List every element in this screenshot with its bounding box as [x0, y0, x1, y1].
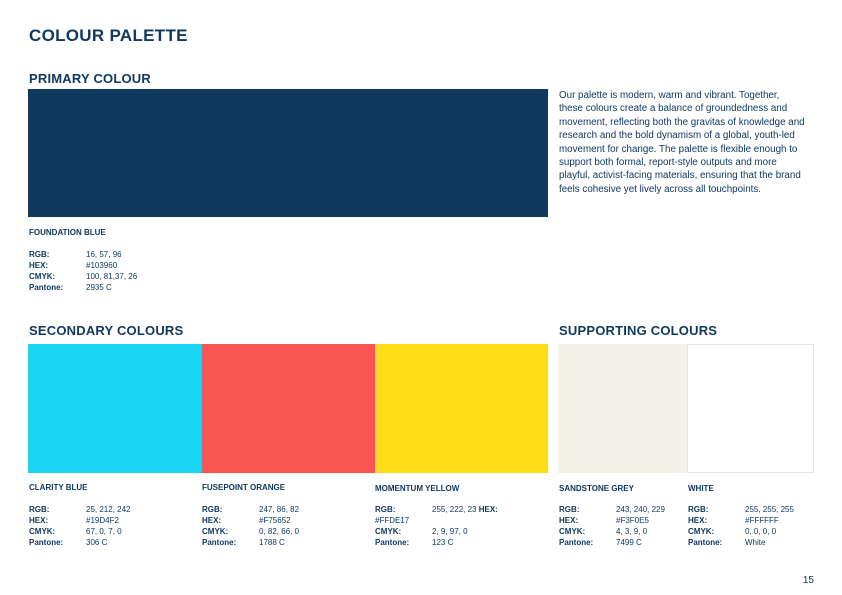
spec-value: #FFFFFF: [745, 516, 779, 525]
spec-value: #F3F0E5: [616, 516, 649, 525]
page-title: COLOUR PALETTE: [29, 26, 188, 45]
palette-description: Our palette is modern, warm and vibrant. Together, these colours create a balance of groundedness and movement, reflecting both the gravitas of knowledge and research and the bold dynamism of a global, youth-led movement for change. The palette is flexible enough to support both formal, report-style outputs and more playful, activist-facing materials, ensuring that the brand feels cohesive yet lively across all touchpoints.: [559, 90, 805, 195]
page-number: 15: [802, 575, 814, 586]
momentum-yellow-specs: [375, 504, 498, 548]
spec-row-cmyk: [688, 526, 794, 537]
clarity-blue-swatch: [28, 344, 202, 473]
spec-label: HEX:: [29, 516, 49, 525]
sandstone-grey-swatch: [558, 344, 687, 473]
spec-label: Pantone:: [375, 538, 410, 547]
spec-label: Pantone:: [559, 538, 594, 547]
spec-row-pantone: [29, 537, 130, 548]
spec-value: #103960: [86, 261, 118, 270]
spec-row-hex: [202, 515, 299, 526]
spec-label: CMYK:: [688, 527, 715, 536]
spec-value: 2, 9, 97, 0: [432, 527, 468, 536]
spec-row-pantone: [29, 282, 137, 293]
sandstone-grey-name: SANDSTONE GREY: [559, 484, 634, 493]
spec-value: 67, 0, 7, 0: [86, 527, 122, 536]
spec-row-cmyk: [202, 526, 299, 537]
momentum-yellow-name: MOMENTUM YELLOW: [375, 484, 460, 493]
spec-label: CMYK:: [29, 527, 56, 536]
spec-row-cmyk: [29, 526, 130, 537]
spec-value: 0, 0, 0, 0: [745, 527, 777, 536]
spec-label: RGB:: [688, 505, 709, 514]
foundation-blue-name: FOUNDATION BLUE: [29, 228, 106, 237]
spec-value: 25, 212, 242: [86, 505, 131, 514]
spec-value: 100, 81,37, 26: [86, 272, 138, 281]
clarity-blue-specs: [29, 504, 130, 548]
spec-row-rgb: [202, 504, 299, 515]
spec-label: Pantone:: [202, 538, 237, 547]
fusepoint-orange-swatch: [202, 344, 375, 473]
spec-label: CMYK:: [202, 527, 229, 536]
spec-label: HEX:: [202, 516, 222, 525]
spec-value: #19D4F2: [86, 516, 119, 525]
spec-value: White: [745, 538, 766, 547]
spec-label: CMYK:: [29, 272, 56, 281]
spec-label: HEX:: [29, 261, 49, 270]
spec-row-rgb: [375, 504, 498, 515]
white-swatch: [687, 344, 814, 473]
foundation-blue-swatch: [28, 89, 548, 217]
spec-value: #F75652: [259, 516, 291, 525]
spec-value: 255, 255, 255: [745, 505, 794, 514]
spec-label: CMYK:: [375, 527, 402, 536]
foundation-blue-specs: [29, 249, 137, 293]
spec-row-pantone: [375, 537, 498, 548]
spec-label: RGB:: [29, 250, 50, 259]
spec-value: 247, 86, 82: [259, 505, 300, 514]
spec-value: 2935 C: [86, 283, 112, 292]
spec-row-hex: [688, 515, 794, 526]
sandstone-grey-specs: [559, 504, 665, 548]
spec-value: 306 C: [86, 538, 108, 547]
spec-row-pantone: [202, 537, 299, 548]
spec-value: 1788 C: [259, 538, 285, 547]
secondary-colours-heading: SECONDARY COLOURS: [29, 323, 184, 338]
spec-value: #FFDE17: [375, 516, 410, 525]
spec-value: 0, 82, 66, 0: [259, 527, 300, 536]
spec-label: Pantone:: [688, 538, 723, 547]
spec-label: HEX:: [688, 516, 708, 525]
spec-row-rgb: [688, 504, 794, 515]
spec-row-cmyk: [559, 526, 665, 537]
primary-colour-heading: PRIMARY COLOUR: [29, 71, 151, 86]
white-name: WHITE: [688, 484, 714, 493]
spec-value: 243, 240, 229: [616, 505, 665, 514]
spec-label: Pantone:: [29, 538, 64, 547]
white-specs: [688, 504, 794, 548]
spec-label: RGB:: [559, 505, 580, 514]
fusepoint-orange-specs: [202, 504, 299, 548]
clarity-blue-name: CLARITY BLUE: [29, 483, 88, 492]
spec-row-cmyk: [375, 526, 498, 537]
spec-value: 7499 C: [616, 538, 642, 547]
spec-value: 16, 57, 96: [86, 250, 122, 259]
spec-row-pantone: [559, 537, 665, 548]
spec-row-rgb: [29, 249, 137, 260]
spec-value: 255, 222, 23: [432, 505, 477, 514]
spec-label: HEX:: [478, 505, 498, 514]
spec-row-pantone: [688, 537, 794, 548]
supporting-colours-heading: SUPPORTING COLOURS: [559, 323, 718, 338]
momentum-yellow-swatch: [375, 344, 548, 473]
spec-label: RGB:: [29, 505, 50, 514]
spec-row-hex: [29, 260, 137, 271]
spec-value: 123 C: [432, 538, 454, 547]
spec-row-hex: [559, 515, 665, 526]
fusepoint-orange-name: FUSEPOINT ORANGE: [202, 483, 286, 492]
spec-row-rgb: [29, 504, 130, 515]
spec-label: CMYK:: [559, 527, 586, 536]
spec-row-hex: [375, 515, 498, 526]
spec-row-cmyk: [29, 271, 137, 282]
spec-label: RGB:: [202, 505, 223, 514]
spec-value: 4, 3, 9, 0: [616, 527, 648, 536]
spec-label: RGB:: [375, 505, 396, 514]
spec-label: Pantone:: [29, 283, 64, 292]
spec-label: HEX:: [559, 516, 579, 525]
spec-row-hex: [29, 515, 130, 526]
spec-row-rgb: [559, 504, 665, 515]
